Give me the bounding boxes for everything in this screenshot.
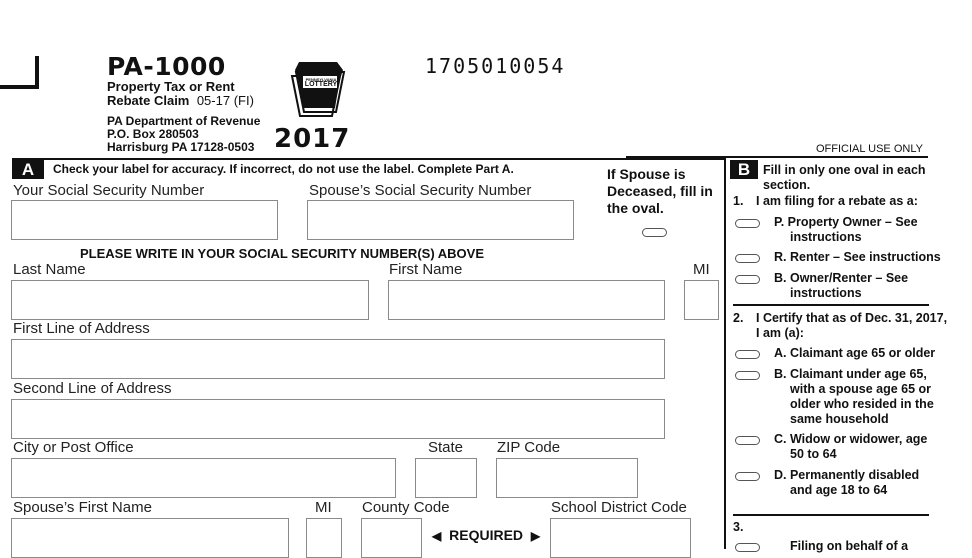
- arrow-right-icon: ▶: [530, 529, 541, 543]
- q3-option-line1: Filing on behalf of a: [790, 539, 909, 553]
- address1-label: First Line of Address: [13, 320, 150, 337]
- form-version: 05-17 (FI): [196, 93, 254, 108]
- dept-line1: PA Department of Revenue: [107, 114, 261, 128]
- q1-option-b-line1: B. Owner/Renter – See: [774, 271, 909, 285]
- spouse-deceased-oval[interactable]: [642, 228, 667, 237]
- zip-field[interactable]: [496, 458, 638, 498]
- q2-option-c-line2: 50 to 64: [790, 447, 837, 461]
- q1-option-p-line1: P. Property Owner – See: [774, 215, 918, 229]
- official-use-label: OFFICIAL USE ONLY: [816, 143, 923, 155]
- zip-label: ZIP Code: [497, 439, 561, 456]
- address1-field[interactable]: [11, 339, 665, 379]
- q1-option-r-oval[interactable]: [735, 254, 760, 263]
- spouse-first-name-label: Spouse’s First Name: [13, 499, 152, 516]
- spouse-first-name-field[interactable]: [11, 518, 289, 558]
- required-indicator: [432, 527, 540, 543]
- q2-option-b-line3: older who resided in the: [790, 397, 934, 411]
- form-title-rebate: Rebate Claim: [107, 93, 190, 108]
- spouse-ssn-field[interactable]: [307, 200, 574, 240]
- q2-option-b-line1: B. Claimant under age 65,: [774, 367, 927, 381]
- q2-option-d-line1: D. Permanently disabled: [774, 468, 920, 482]
- q3-number: 3.: [733, 520, 744, 534]
- q1-text: I am filing for a rebate as a:: [756, 194, 918, 208]
- first-name-label: First Name: [389, 261, 463, 278]
- q2-option-d-oval[interactable]: [735, 472, 760, 481]
- q1-option-b-oval[interactable]: [735, 275, 760, 284]
- spouse-mi-label: MI: [315, 499, 332, 516]
- state-label: State: [428, 439, 464, 456]
- q2-option-a-oval[interactable]: [735, 350, 760, 359]
- part-a-badge: A: [12, 160, 44, 179]
- q2-option-b-line2: with a spouse age 65 or: [790, 382, 932, 396]
- q2-option-a-line1: A. Claimant age 65 or older: [774, 346, 936, 360]
- barcode-number: 1705010054: [425, 54, 566, 78]
- lottery-logo-text1: PENNSYLVANIA: [305, 77, 337, 82]
- part-a-b-divider: [724, 157, 726, 549]
- spouse-ssn-label: Spouse’s Social Security Number: [309, 182, 532, 199]
- county-code-field[interactable]: [361, 518, 422, 558]
- mi-field[interactable]: [684, 280, 719, 320]
- q1-option-p-line2: instructions: [790, 230, 862, 244]
- q1-number: 1.: [733, 194, 744, 208]
- your-ssn-label: Your Social Security Number: [13, 182, 205, 199]
- q2-text-line2: I am (a):: [756, 326, 804, 340]
- address2-field[interactable]: [11, 399, 665, 439]
- dept-line3: Harrisburg PA 17128-0503: [107, 140, 255, 154]
- school-district-label: School District Code: [551, 499, 687, 516]
- last-name-label: Last Name: [13, 261, 86, 278]
- q1-option-r-line1: R. Renter – See instructions: [774, 250, 941, 264]
- lottery-logo-text2: LOTTERY: [304, 81, 338, 88]
- mi-label: MI: [693, 261, 710, 278]
- part-b-badge: B: [730, 160, 758, 179]
- county-code-label: County Code: [362, 499, 450, 516]
- write-ssn-note: PLEASE WRITE IN YOUR SOCIAL SECURITY NUMBER(S) ABOVE: [80, 246, 485, 261]
- q1-option-b-line2: instructions: [790, 286, 862, 300]
- q3-option-oval[interactable]: [735, 543, 760, 552]
- form-year: 2017: [274, 124, 351, 154]
- school-district-field[interactable]: [550, 518, 691, 558]
- lottery-keystone-icon: [286, 58, 350, 118]
- spouse-deceased-text: If Spouse is Deceased, fill in the oval.: [607, 166, 713, 216]
- required-label: REQUIRED: [449, 527, 524, 543]
- your-ssn-field[interactable]: [11, 200, 278, 240]
- spouse-mi-field[interactable]: [306, 518, 342, 558]
- q1-option-p-oval[interactable]: [735, 219, 760, 228]
- state-field[interactable]: [415, 458, 477, 498]
- address2-label: Second Line of Address: [13, 380, 172, 397]
- lottery-logo: [286, 58, 350, 118]
- form-title-line2: [107, 92, 254, 110]
- q2-option-b-line4: same household: [790, 412, 889, 426]
- corner-mark: [0, 56, 39, 89]
- city-label: City or Post Office: [13, 439, 134, 456]
- part-a-instruction: Check your label for accuracy. If incorrect, do not use the label. Complete Part A.: [53, 162, 514, 176]
- first-name-field[interactable]: [388, 280, 665, 320]
- q2-text-line1: I Certify that as of Dec. 31, 2017,: [756, 311, 948, 325]
- dept-line2: P.O. Box 280503: [107, 127, 199, 141]
- q2-option-d-line2: and age 18 to 64: [790, 483, 888, 497]
- last-name-field[interactable]: [11, 280, 369, 320]
- part-a-top-rule: [12, 158, 725, 160]
- form-title-line1: Property Tax or Rent: [107, 79, 235, 94]
- q2-number: 2.: [733, 311, 744, 325]
- part-b-instruction: Fill in only one oval in each section.: [763, 163, 926, 192]
- q2-option-c-line1: C. Widow or widower, age: [774, 432, 928, 446]
- q2-option-b-oval[interactable]: [735, 371, 760, 380]
- city-field[interactable]: [11, 458, 396, 498]
- part-b-section-rule-1: [733, 304, 929, 306]
- q2-option-c-oval[interactable]: [735, 436, 760, 445]
- form-id: PA-1000: [107, 52, 226, 81]
- arrow-left-icon: ◀: [432, 529, 442, 543]
- part-b-section-rule-2: [733, 514, 929, 516]
